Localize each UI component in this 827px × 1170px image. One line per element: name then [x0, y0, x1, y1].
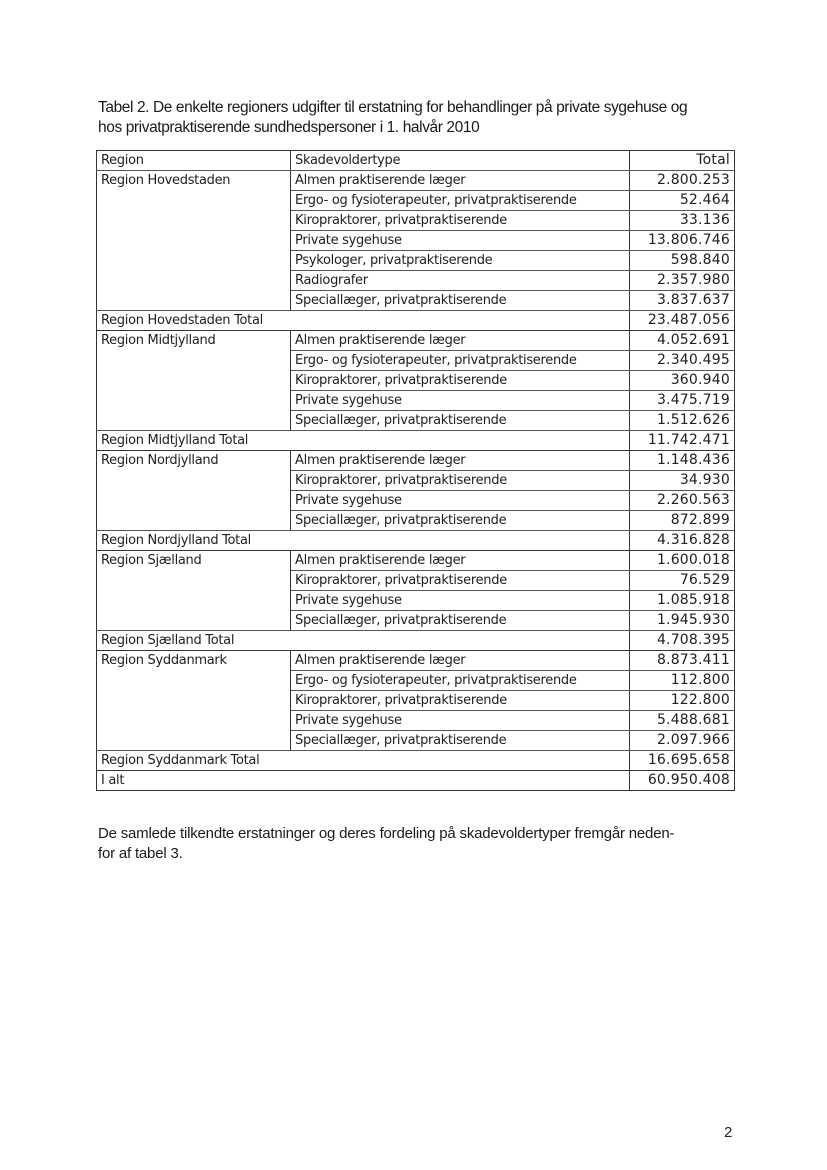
table-row [97, 371, 735, 391]
total-cell: 2.357.980 [630, 271, 735, 291]
table-row [97, 191, 735, 211]
table-row [97, 211, 735, 231]
skadevoldertype-cell: Kiropraktorer, privatpraktiserende [291, 571, 630, 591]
region-total-label: Region Nordjylland Total [97, 531, 630, 551]
region-empty-cell [97, 471, 291, 491]
skadevoldertype-cell: Speciallæger, privatpraktiserende [291, 291, 630, 311]
total-cell: 2.260.563 [630, 491, 735, 511]
skadevoldertype-cell: Private sygehuse [291, 231, 630, 251]
skadevoldertype-cell: Speciallæger, privatpraktiserende [291, 611, 630, 631]
skadevoldertype-cell: Almen praktiserende læger [291, 171, 630, 191]
table-row [97, 391, 735, 411]
total-cell: 1.148.436 [630, 451, 735, 471]
skadevoldertype-cell: Speciallæger, privatpraktiserende [291, 511, 630, 531]
header-region: Region [97, 151, 291, 171]
table-row [97, 451, 735, 471]
total-cell: 2.340.495 [630, 351, 735, 371]
region-name-cell: Region Hovedstaden [97, 171, 291, 191]
total-cell: 33.136 [630, 211, 735, 231]
skadevoldertype-cell: Private sygehuse [291, 591, 630, 611]
skadevoldertype-cell: Psykologer, privatpraktiserende [291, 251, 630, 271]
region-total-row [97, 311, 735, 331]
paragraph-line-1: De samlede tilkendte erstatninger og deres fordeling på skadevoldertyper fremgår neden- [98, 825, 675, 842]
header-skadevoldertype: Skadevoldertype [291, 151, 630, 171]
total-cell: 1.600.018 [630, 551, 735, 571]
body-paragraph [98, 824, 748, 864]
region-empty-cell [97, 251, 291, 271]
region-total-label: Region Hovedstaden Total [97, 311, 630, 331]
region-name-cell: Region Nordjylland [97, 451, 291, 471]
total-cell: 34.930 [630, 471, 735, 491]
total-cell: 52.464 [630, 191, 735, 211]
grand-total-value: 60.950.408 [630, 771, 735, 791]
region-empty-cell [97, 711, 291, 731]
paragraph-line-2: for af tabel 3. [98, 845, 183, 862]
table-row [97, 671, 735, 691]
table-row [97, 571, 735, 591]
table-row [97, 651, 735, 671]
region-empty-cell [97, 391, 291, 411]
total-cell: 598.840 [630, 251, 735, 271]
total-cell: 2.800.253 [630, 171, 735, 191]
total-cell: 8.873.411 [630, 651, 735, 671]
skadevoldertype-cell: Private sygehuse [291, 491, 630, 511]
table-row [97, 271, 735, 291]
skadevoldertype-cell: Almen praktiserende læger [291, 551, 630, 571]
region-total-label: Region Syddanmark Total [97, 751, 630, 771]
table-row [97, 251, 735, 271]
skadevoldertype-cell: Speciallæger, privatpraktiserende [291, 731, 630, 751]
region-empty-cell [97, 671, 291, 691]
table-row [97, 611, 735, 631]
table-row [97, 231, 735, 251]
region-empty-cell [97, 231, 291, 251]
total-cell: 13.806.746 [630, 231, 735, 251]
skadevoldertype-cell: Kiropraktorer, privatpraktiserende [291, 371, 630, 391]
skadevoldertype-cell: Ergo- og fysioterapeuter, privatpraktiserende [291, 671, 630, 691]
grand-total-label: I alt [97, 771, 630, 791]
caption-line-1: Tabel 2. De enkelte regioners udgifter til erstatning for behandlinger på private sygehuse og [98, 99, 688, 116]
region-empty-cell [97, 211, 291, 231]
skadevoldertype-cell: Kiropraktorer, privatpraktiserende [291, 471, 630, 491]
caption-line-2: hos privatpraktiserende sundhedspersoner i 1. halvår 2010 [98, 119, 480, 136]
region-empty-cell [97, 491, 291, 511]
region-empty-cell [97, 731, 291, 751]
page-number: 2 [724, 1124, 733, 1141]
total-cell: 4.052.691 [630, 331, 735, 351]
table-row [97, 411, 735, 431]
region-empty-cell [97, 591, 291, 611]
total-cell: 3.475.719 [630, 391, 735, 411]
skadevoldertype-cell: Kiropraktorer, privatpraktiserende [291, 211, 630, 231]
table-row [97, 291, 735, 311]
region-empty-cell [97, 611, 291, 631]
region-total-value: 16.695.658 [630, 751, 735, 771]
skadevoldertype-cell: Private sygehuse [291, 711, 630, 731]
region-total-label: Region Midtjylland Total [97, 431, 630, 451]
region-name-cell: Region Syddanmark [97, 651, 291, 671]
region-name-cell: Region Sjælland [97, 551, 291, 571]
region-total-value: 4.316.828 [630, 531, 735, 551]
total-cell: 3.837.637 [630, 291, 735, 311]
region-total-row [97, 431, 735, 451]
table-caption [98, 98, 748, 138]
total-cell: 360.940 [630, 371, 735, 391]
region-empty-cell [97, 511, 291, 531]
region-empty-cell [97, 271, 291, 291]
region-empty-cell [97, 351, 291, 371]
skadevoldertype-cell: Speciallæger, privatpraktiserende [291, 411, 630, 431]
total-cell: 872.899 [630, 511, 735, 531]
region-total-value: 11.742.471 [630, 431, 735, 451]
total-cell: 5.488.681 [630, 711, 735, 731]
total-cell: 76.529 [630, 571, 735, 591]
region-total-row [97, 531, 735, 551]
total-cell: 112.800 [630, 671, 735, 691]
region-expenses-table [96, 150, 735, 791]
header-total: Total [630, 151, 735, 171]
table-row [97, 351, 735, 371]
table-row [97, 591, 735, 611]
region-total-row [97, 631, 735, 651]
skadevoldertype-cell: Ergo- og fysioterapeuter, privatpraktiserende [291, 191, 630, 211]
region-empty-cell [97, 691, 291, 711]
skadevoldertype-cell: Ergo- og fysioterapeuter, privatpraktiserende [291, 351, 630, 371]
table-header-row [97, 151, 735, 171]
total-cell: 1.085.918 [630, 591, 735, 611]
skadevoldertype-cell: Almen praktiserende læger [291, 331, 630, 351]
grand-total-row [97, 771, 735, 791]
table-row [97, 171, 735, 191]
table-row [97, 691, 735, 711]
region-total-value: 4.708.395 [630, 631, 735, 651]
total-cell: 1.512.626 [630, 411, 735, 431]
table-row [97, 711, 735, 731]
skadevoldertype-cell: Private sygehuse [291, 391, 630, 411]
region-total-value: 23.487.056 [630, 311, 735, 331]
region-total-row [97, 751, 735, 771]
region-total-label: Region Sjælland Total [97, 631, 630, 651]
region-empty-cell [97, 371, 291, 391]
skadevoldertype-cell: Kiropraktorer, privatpraktiserende [291, 691, 630, 711]
skadevoldertype-cell: Radiografer [291, 271, 630, 291]
skadevoldertype-cell: Almen praktiserende læger [291, 651, 630, 671]
region-empty-cell [97, 411, 291, 431]
region-name-cell: Region Midtjylland [97, 331, 291, 351]
total-cell: 2.097.966 [630, 731, 735, 751]
total-cell: 1.945.930 [630, 611, 735, 631]
region-empty-cell [97, 191, 291, 211]
table-row [97, 731, 735, 751]
region-empty-cell [97, 571, 291, 591]
region-empty-cell [97, 291, 291, 311]
table-row [97, 511, 735, 531]
total-cell: 122.800 [630, 691, 735, 711]
table-row [97, 551, 735, 571]
table-row [97, 471, 735, 491]
table-row [97, 491, 735, 511]
skadevoldertype-cell: Almen praktiserende læger [291, 451, 630, 471]
table-row [97, 331, 735, 351]
